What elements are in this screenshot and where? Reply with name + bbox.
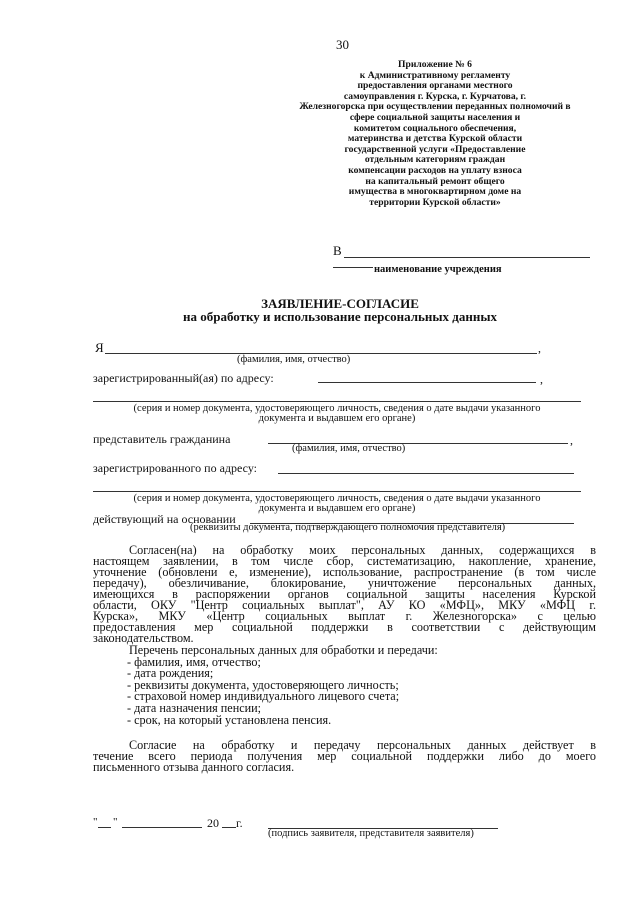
basis-caption: (реквизиты документа, подтверждающего полномочия представителя) xyxy=(190,522,506,533)
date-day-line[interactable] xyxy=(98,827,111,828)
list-item: - реквизиты документа, удостоверяющего личность; xyxy=(127,677,399,692)
registered-address-line[interactable] xyxy=(318,382,536,383)
document-line[interactable] xyxy=(93,401,581,402)
date-year-line[interactable] xyxy=(222,827,236,828)
annex-line: сфере социальной защиты населения и xyxy=(349,111,521,123)
annex-line: имущества в многоквартирном доме на xyxy=(348,186,522,198)
consent-line: имеющихся в распоряжении органов социальной защиты населения Курской xyxy=(93,587,596,601)
document-caption-2: документа и выдавшем его органе) xyxy=(258,413,416,424)
addressee-line[interactable] xyxy=(344,257,590,258)
annex-line: Приложение № 6 xyxy=(398,59,472,70)
document-title: ЗАЯВЛЕНИЕ-СОГЛАСИЕ xyxy=(261,296,419,311)
annex-line: отдельным категориям граждан xyxy=(364,154,506,166)
date-quote-open: " xyxy=(93,816,98,828)
consent-line: Курска», МКУ «Центр социальных выплат г. Железногорска» с целью xyxy=(93,609,596,623)
rep-registered-label: зарегистрированного по адресу: xyxy=(93,461,257,475)
annex-line: комитетом социального обеспечения, xyxy=(353,122,517,134)
page-number: 30 xyxy=(336,37,349,52)
consent-line: настоящем заявлении, в том числе сбор, систематизацию, накопление, хранение, xyxy=(93,554,596,568)
list-item: - дата рождения; xyxy=(127,666,214,681)
list-item: - фамилия, имя, отчество; xyxy=(127,654,261,669)
rep-document-caption-1: (серия и номер документа, удостоверяющего личность, сведения о дате выдачи указанного xyxy=(133,493,541,504)
annex-line: Железногорска при осуществлении переданных полномочий в xyxy=(299,101,571,113)
annex-line: к Административному регламенту xyxy=(359,69,511,81)
signature-caption: (подпись заявителя, представителя заявителя) xyxy=(268,828,474,839)
consent-line: передачу), обезличивание, блокирование, уничтожение персональных данных, xyxy=(93,576,596,590)
list-heading: Перечень персональных данных для обработки и передачи: xyxy=(129,643,438,657)
list-item: - страховой номер индивидуального лицевого счета; xyxy=(127,689,400,704)
rep-document-caption-2: документа и выдавшем его органе) xyxy=(258,503,416,514)
rep-document-line[interactable] xyxy=(93,491,581,492)
date-year-suffix: г. xyxy=(236,816,243,830)
rep-fio-caption: (фамилия, имя, отчество) xyxy=(292,443,406,454)
consent-last-line: законодательством. xyxy=(93,631,194,645)
date-year-prefix: 20 xyxy=(207,816,219,830)
validity-line: Согласие на обработку и передачу персональных данных действует в xyxy=(129,738,596,752)
basis-label: действующий на основании xyxy=(93,512,236,526)
comma: , xyxy=(538,341,541,355)
annex-line: самоуправления г. Курска, г. Курчатова, г. xyxy=(343,90,527,102)
validity-last-line: письменного отзыва данного согласия. xyxy=(93,760,295,774)
annex-line: государственной услуги «Предоставление xyxy=(344,143,526,155)
consent-line: предоставления мер социальной поддержки в соответствии с действующим xyxy=(93,620,596,634)
comma: , xyxy=(540,372,543,386)
list-item: - дата назначения пенсии; xyxy=(127,700,262,715)
consent-line: области, ОКУ "Центр социальных выплат", АУ КО «МФЦ», МКУ «МФЦ г. xyxy=(93,598,596,612)
addressee-line-short xyxy=(333,267,373,268)
applicant-prefix: Я xyxy=(95,340,104,355)
consent-line: уточнение (обновлени е, изменение), использование, распространение (в том числе xyxy=(93,565,596,579)
personal-data-list xyxy=(127,645,438,726)
document-caption-1: (серия и номер документа, удостоверяющего личность, сведения о дате выдачи указанного xyxy=(133,403,541,414)
validity-line: течение всего периода получения мер социальной поддержки либо до моего xyxy=(93,749,596,763)
annex-line: предоставления органами местного xyxy=(357,80,513,92)
addressee-caption: наименование учреждения xyxy=(374,264,502,275)
date-month-line[interactable] xyxy=(122,827,202,828)
rep-registered-address-line[interactable] xyxy=(278,473,574,474)
annex-line: на капитальный ремонт общего xyxy=(365,175,505,187)
consent-line: Согласен(на) на обработку моих персональных данных, содержащихся в xyxy=(129,543,596,557)
annex-line: территории Курской области» xyxy=(369,196,501,208)
annex-line: компенсации расходов на уплату взноса xyxy=(348,164,522,176)
annex-header xyxy=(270,60,600,208)
addressee-prefix: В xyxy=(333,243,342,258)
fio-caption: (фамилия, имя, отчество) xyxy=(237,354,351,365)
date-quote-close: " xyxy=(113,816,118,828)
registered-label: зарегистрированный(ая) по адресу: xyxy=(93,371,274,385)
list-item: - срок, на который установлена пенсия. xyxy=(127,712,332,727)
comma: , xyxy=(570,433,573,447)
annex-line: материнства и детства Курской области xyxy=(347,133,523,145)
document-subtitle: на обработку и использование персональных данных xyxy=(182,309,498,324)
representative-label: представитель гражданина xyxy=(93,432,231,446)
